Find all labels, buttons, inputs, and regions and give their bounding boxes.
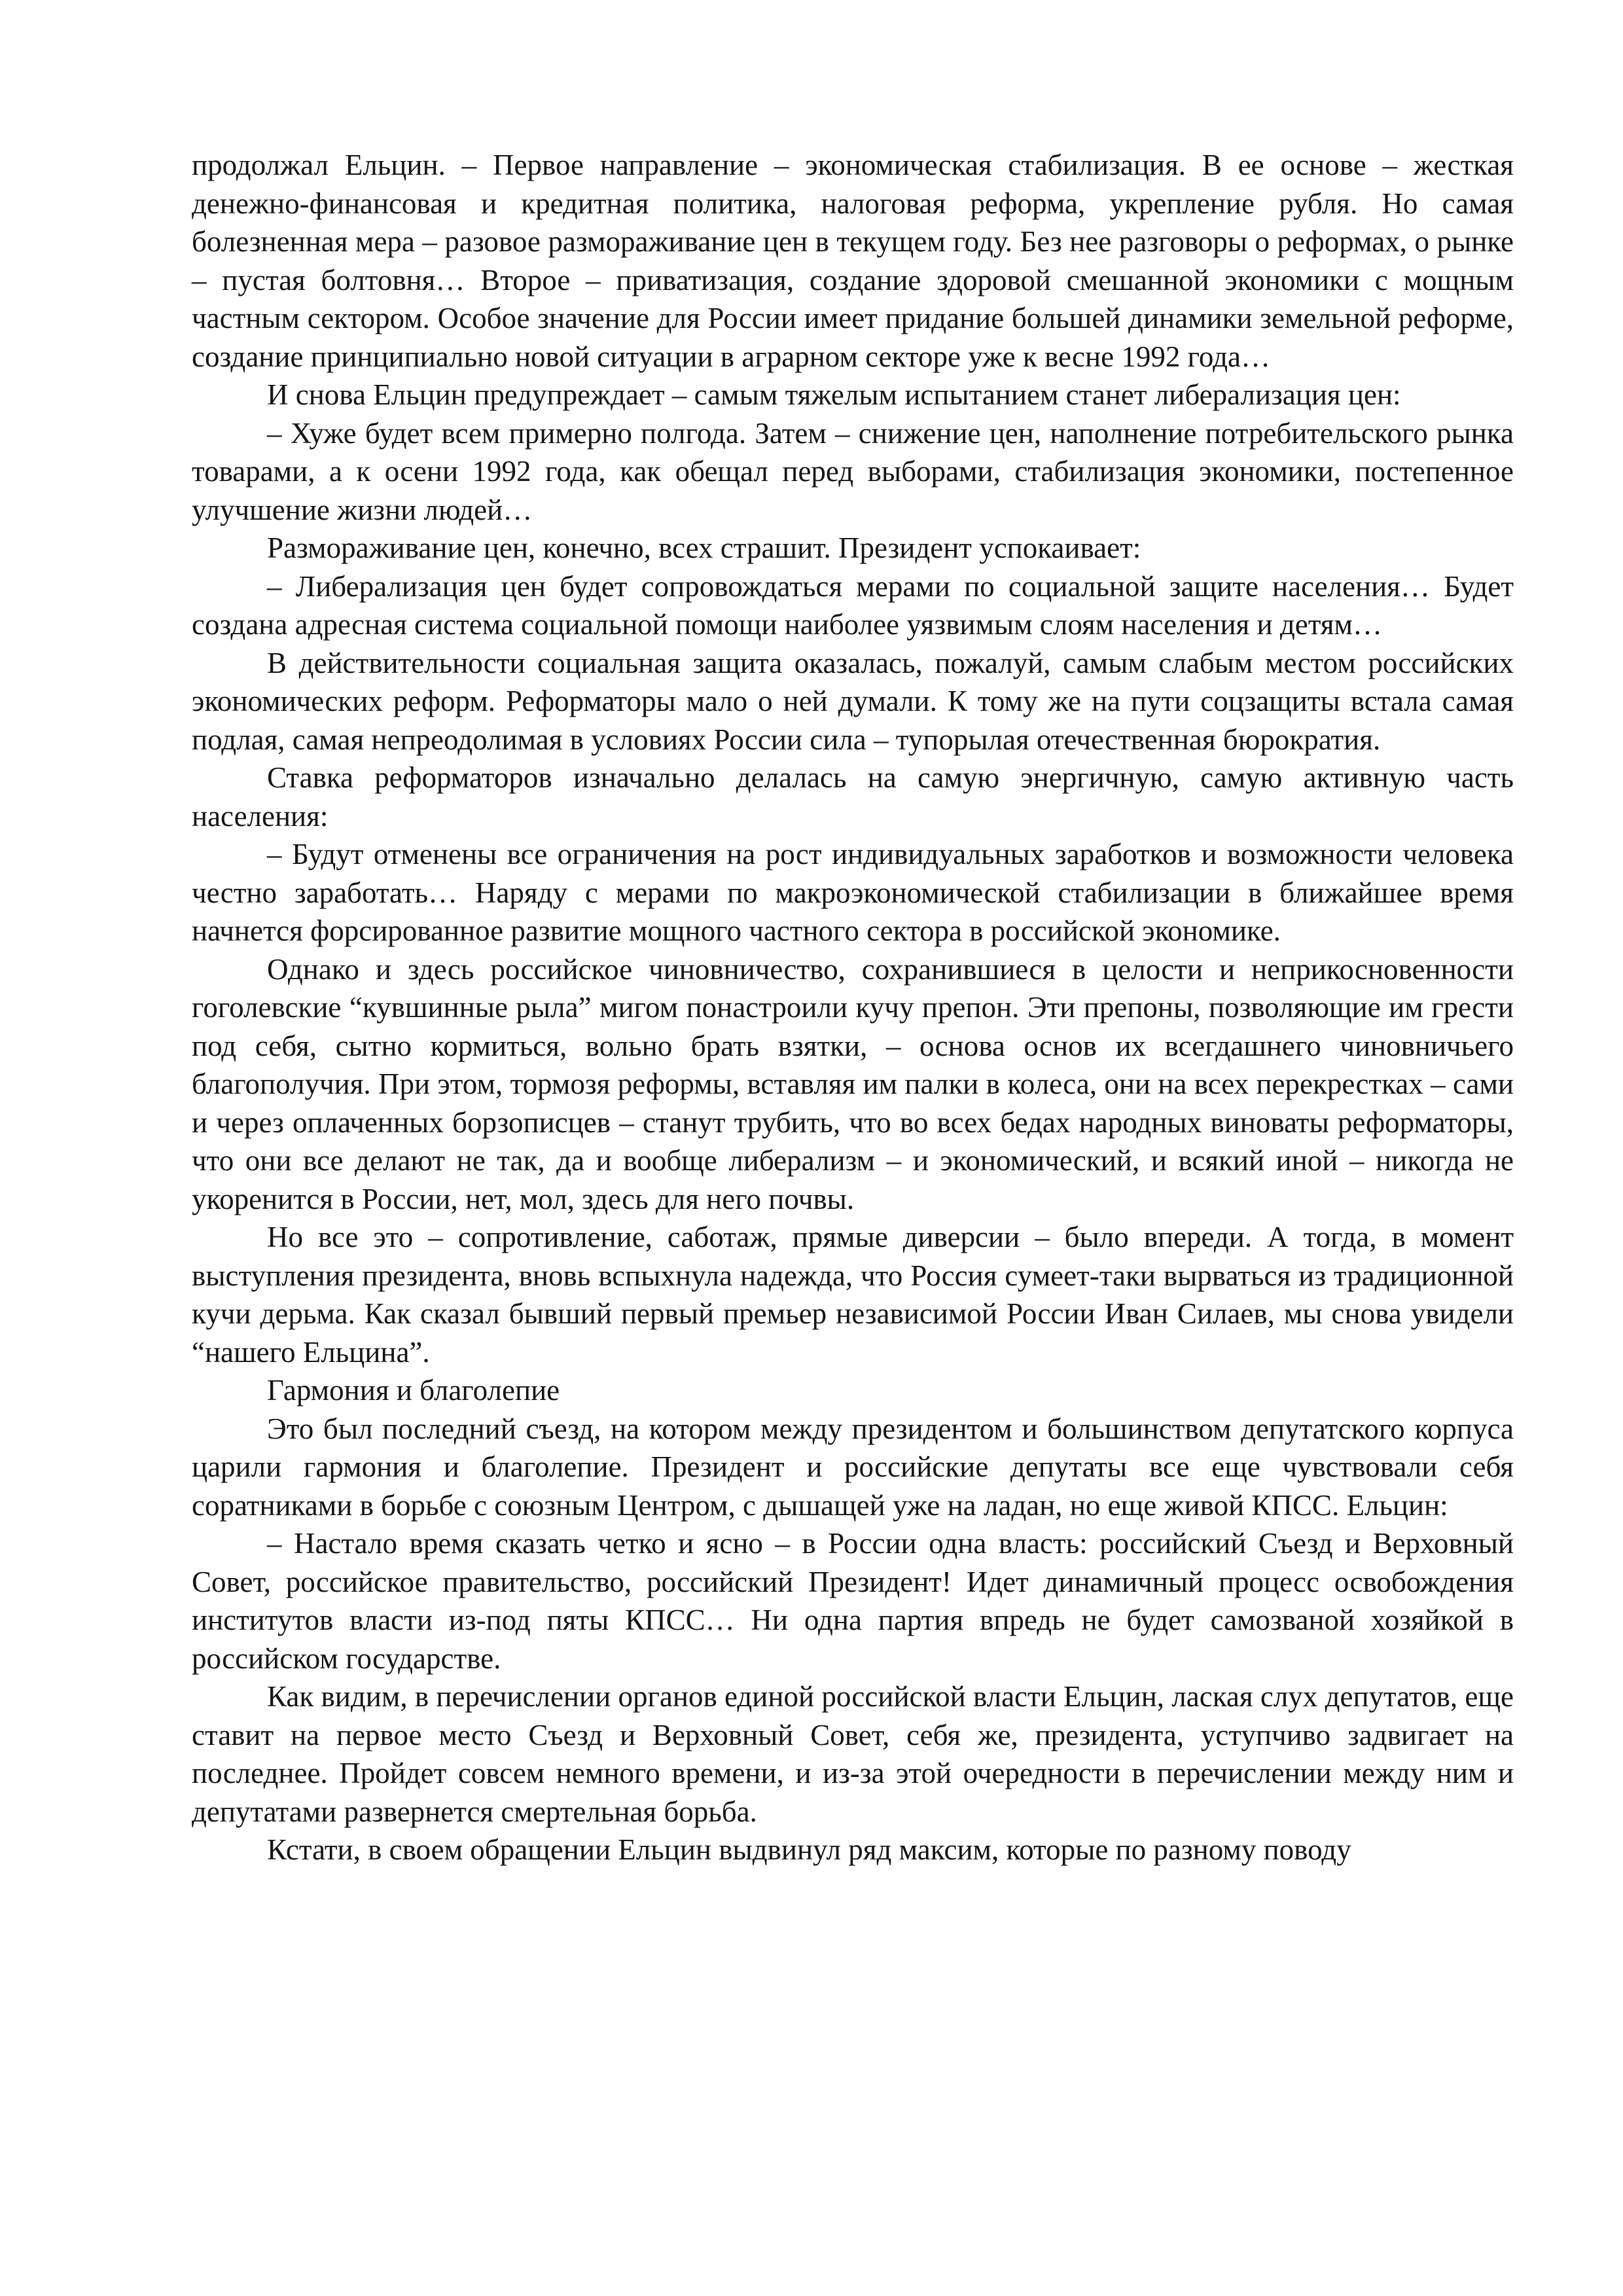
- paragraph: И снова Ельцин предупреждает – самым тяжелым испытанием станет либерализация цен:: [267, 378, 1401, 411]
- paragraph: Однако и здесь российское чиновничество, сохранившиеся в целости и неприкосновенности гоголевские “кувшинные рыла” мигом понастроили кучу препон. Эти препоны, позволяющие им грести под себя, сытно кормиться, вольно брать взятки, – основа основ их всегдашнего чиновничьего благополучия. При этом, тормозя реформы, вставляя им палки в колеса, они на всех перекрестках – сами и через оплаченных борзописцев – станут трубить, что во всех бедах народных виноваты реформаторы, что они все делают не так, да и вообще либерализм – и экономический, и всякий иной – никогда не укоренится в России, нет, мол, здесь для него почвы.: [192, 952, 1514, 1215]
- paragraph: Как видим, в перечислении органов единой российской власти Ельцин, лаская слух депутатов, еще ставит на первое место Съезд и Верховный Совет, себя же, президента, уступчиво задвигает на последнее. Пройдет совсем немного времени, и из-за этой очередности в перечислении между ним и депутатами развернется смертельная борьба.: [192, 1680, 1514, 1828]
- body-text: [192, 146, 1514, 1869]
- quote-paragraph: – Хуже будет всем примерно полгода. Затем – снижение цен, наполнение потребительского рынка товарами, а к осени 1992 года, как обещал перед выборами, стабилизация экономики, постепенное улучшение жизни людей…: [192, 416, 1514, 526]
- paragraph: Но все это – сопротивление, саботаж, прямые диверсии – было впереди. А тогда, в момент выступления президента, вновь вспыхнула надежда, что Россия сумеет-таки вырваться из традиционной кучи дерьма. Как сказал бывший первый премьер независимой России Иван Силаев, мы снова увидели “нашего Ельцина”.: [192, 1221, 1514, 1369]
- quote-paragraph: – Будут отменены все ограничения на рост индивидуальных заработков и возможности человека честно заработать… Наряду с мерами по макроэкономической стабилизации в ближайшее время начнется форсированное развитие мощного частного сектора в российской экономике.: [192, 838, 1514, 947]
- paragraph: Ставка реформаторов изначально делалась на самую энергичную, самую активную часть населения:: [192, 761, 1514, 833]
- paragraph: Это был последний съезд, на котором между президентом и большинством депутатского корпуса царили гармония и благолепие. Президент и российские депутаты все еще чувствовали себя соратниками в борьбе с союзным Центром, с дышащей уже на ладан, но еще живой КПСС. Ельцин:: [192, 1412, 1514, 1522]
- paragraph: В действительности социальная защита оказалась, пожалуй, самым слабым местом российских экономических реформ. Реформаторы мало о ней думали. К тому же на пути соцзащиты встала самая подлая, самая непреодолимая в условиях России сила – тупорылая отечественная бюрократия.: [192, 646, 1514, 756]
- section-heading: Гармония и благолепие: [267, 1374, 560, 1407]
- paragraph: Кстати, в своем обращении Ельцин выдвинул ряд максим, которые по разному поводу: [267, 1833, 1351, 1866]
- paragraph: продолжал Ельцин. – Первое направление – экономическая стабилизация. В ее основе – жесткая денежно-финансовая и кредитная политика, налоговая реформа, укрепление рубля. Но самая болезненная мера – разовое размораживание цен в текущем году. Без нее разговоры о реформах, о рынке – пустая болтовня… Второе – приватизация, создание здоровой смешанной экономики с мощным частным сектором. Особое значение для России имеет придание большей динамики земельной реформе, создание принципиально новой ситуации в аграрном секторе уже к весне 1992 года…: [192, 149, 1514, 373]
- paragraph: Размораживание цен, конечно, всех страшит. Президент успокаивает:: [267, 531, 1141, 564]
- quote-paragraph: – Настало время сказать четко и ясно – в России одна власть: российский Съезд и Верховный Совет, российское правительство, российский Президент! Идет динамичный процесс освобождения институтов власти из-под пяты КПСС… Ни одна партия впредь не будет самозваной хозяйкой в российском государстве.: [192, 1527, 1514, 1675]
- quote-paragraph: – Либерализация цен будет сопровождаться мерами по социальной защите населения… Будет создана адресная система социальной помощи наиболее уязвимым слоям населения и детям…: [192, 569, 1514, 641]
